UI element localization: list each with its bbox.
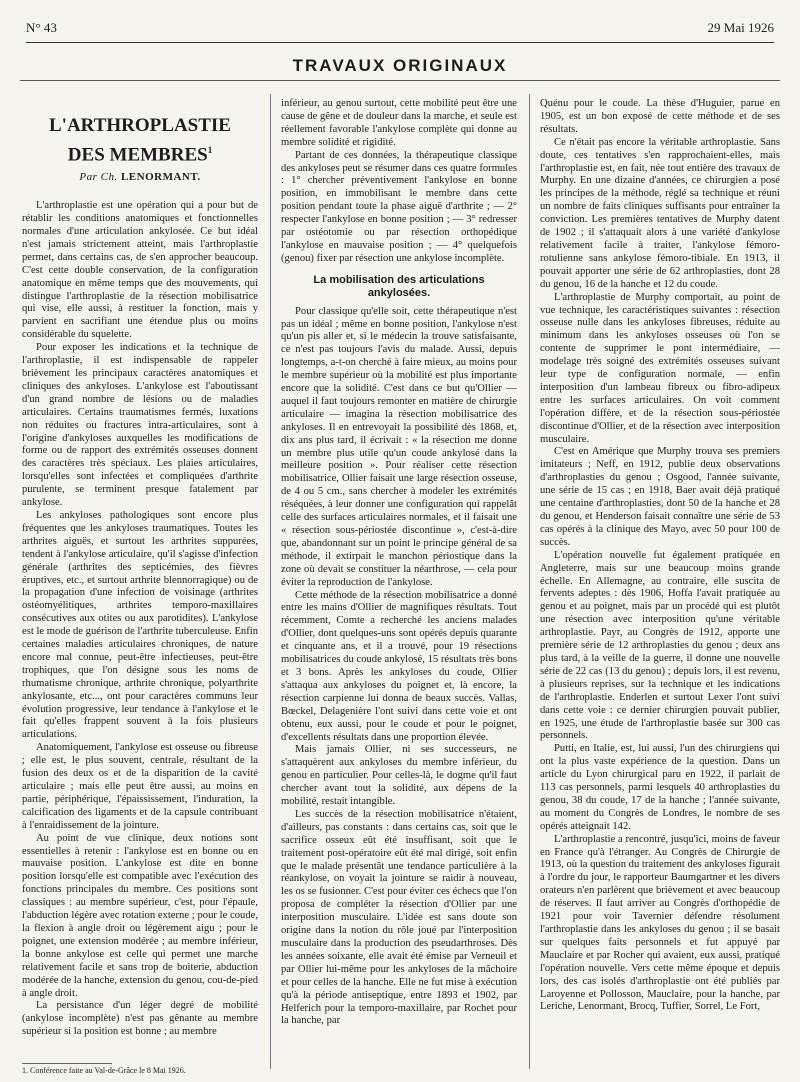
header-rule <box>26 42 774 43</box>
paragraph: Mais jamais Ollier, ni ses successeurs, ne s'attaquèrent aux ankyloses du membre inférieur, du genou en particulier. Pour celles-là, le dogme qu'il faut chercher avant tout la solidité, aux dépens de la mobilité, restait intangible. <box>281 744 517 808</box>
paragraph: Les ankyloses pathologiques sont encore plus fréquentes que les ankyloses traumatiques. Toutes les arthrites aiguës, et surtout les arthrites suppurées, tendent à l'ankylose articulaire, qu'il s'agisse d'infection générale (arthrites des septicémies, des fièvres éruptives, etc., et surtout arthrite blennorragique) ou de la propagation d'une infection de voisinage (arthrites ostéomyélitiques, arthrites temporo-maxillaires consécutives aux otites ou aux parotidites). L'ankylose est le mode de guérison de l'arthrite tuberculeuse. Enfin certaines maladies articulaires chroniques, de nature encore mal connue, peut-être infectieuses, peut-être trophiques, que l'on désigne sous les noms de rhumatisme chronique, arthrite chronique, polyarthrite ankylosante, etc..., ont pour caractères communs leur évolution progressive, leur tendance à l'ankylose et le fait qu'elles frappent souvent à la fois plusieurs articulations. <box>22 509 258 741</box>
footnote-marker: 1 <box>207 145 213 155</box>
paragraph: Les succès de la résection mobilisatrice n'étaient, d'ailleurs, pas constants : dans certains cas, soit que le sacrifice osseux eût été insuffisant, soit que le traitement post-opératoire eût été mal dirigé, soit enfin que le malade présentât une tendance particulière à la réankylose, on voyait la jointure se raidir à nouveau, les os se fusionner. C'est pour éviter ces échecs que l'on proposa de compléter la résection d'Ollier par une interposition musculaire. L'idée est sans doute son origine dans la notion du rôle joué par l'interposition musculaire dans la production des pseudarthroses. Dès les années soixante, elle avait été émise par Verneuil et par Ollier lui-même pour les ankyloses de la mâchoire et pour celles de la hanche. Elle ne fut mise à exécution qu'à la période antiseptique, entre 1893 et 1902, par Helferich pour la temporo-maxillaire, par Rochet pour la hanche, par <box>281 808 517 1027</box>
paragraph: Putti, en Italie, est, lui aussi, l'un des chirurgiens qui ont la plus vaste expérience de la question. Dans un article du Lyon chirurgical paru en 1922, il parlait de 113 cas personnels, parmi lesquels 40 arthroplasties du genou, 38 du coude, 17 de la hanche ; l'année suivante, au moment du Congrès de Londres, le nombre de ses opérés atteignait 142. <box>540 743 780 832</box>
paragraph: Ce n'était pas encore la véritable arthroplastie. Sans doute, ces tentatives s'en rapprochaient-elles, mais l'arthroplastie est, en fait, née tout entière des travaux de Murphy. En une dizaine d'années, ce chirurgien a posé les principes de la méthode, réglé sa technique et réuni un nombre de faits cliniques suffisants pour entraîner la conviction. Les premières tentatives de Murphy datent de 1902 ; il s'attaquait alors à une variété d'ankylose relativement facile à traiter, l'ankylose fémoro-rotulienne sans ankylose fémoro-tibiale. En 1913, il pouvait apporter une série de 62 arthroplasties, dont 28 du genou, 16 de la hanche et 12 du coude. <box>540 136 780 290</box>
paragraph: La persistance d'un léger degré de mobilité (ankylose incomplète) n'est pas gênante au membre supérieur si la position est bonne ; au membre <box>22 1000 258 1038</box>
section-title: TRAVAUX ORIGINAUX <box>292 56 508 75</box>
paragraph: Cette méthode de la résection mobilisatrice a donné entre les mains d'Ollier de magnifiques résultats. Tout récemment, Comte a recherché les anciens malades d'Ollier, dont quelques-uns sont opérés depuis quarante et cinquante ans, et il a trouvé, pour 19 résections mobilisatrices du coude ankylosé, 15 résultats très bons et 3 bons. Après les ankyloses du coude, Ollier s'attaqua aux ankyloses du poignet et, là encore, la résection carpienne lui donna de beaux succès. Vallas, Bœckel, Delagenière l'ont suivi dans cette voie et ont obtenu, eux aussi, pour le coude et pour le poignet, d'excellents résultats dans une proportion élevée. <box>281 589 517 743</box>
paragraph: L'arthroplastie a rencontré, jusqu'ici, moins de faveur en France qu'à l'étranger. Au Congrès de Chirurgie de 1913, où la question du traitement des ankyloses figurait à l'ordre du jour, le rapporteur Baumgartner et les divers orateurs n'en parlèrent que brièvement et avec beaucoup de réserves. Il faut arriver au Congrès d'orthopédie de 1921 pour voir Tavernier défendre résolument l'arthroplastie dans les ankyloses du genou ; il se basait sur quelques faits personnels et fut appuyé par Mauclaire et par Rocher qui avaient, eux aussi, pratiqué l'opération nouvelle. Vers cette même époque et depuis lors, des cas isolés d'arthroplastie ont été publiés par Laroyenne et Pollosson, Mauclaire, pour la hanche, par Leriche, Lenormant, Brocq, Tuffier, Sorrel, Le Fort, <box>540 833 780 1013</box>
paragraph: C'est en Amérique que Murphy trouva ses premiers imitateurs ; Neff, en 1912, publie deux observations d'arthroplasties du genou ; Osgood, l'année suivante, une série de 15 cas ; en 1918, Baer avait déjà pratiqué une centaine d'arthroplasties, dont 50 de la hanche et 28 du genou, et Henderson faisait connaître une série de 53 cas opérés à la clinique des Mayo, avec 50 pour 100 de succès. <box>540 446 780 548</box>
column-divider <box>270 94 271 1069</box>
article-title <box>22 114 258 167</box>
title-line-1: L'ARTHROPLASTIE <box>49 115 231 136</box>
column-2 <box>281 98 517 1064</box>
title-line-2: DES MEMBRES <box>67 144 208 166</box>
paragraph: Anatomiquement, l'ankylose est osseuse ou fibreuse ; elle est, le plus souvent, centrale, résultant de la fusion des deux os et de la disparition de la cavité articulaire ; mais elle peut être aussi, au moins en partie, périphérique, l'épaississement, l'induration, la calcification des ligaments et de la capsule contribuant à l'enraidissement de la jointure. <box>22 742 258 831</box>
paragraph: Pour classique qu'elle soit, cette thérapeutique n'est pas un idéal ; même en bonne position, l'ankylose n'est qu'un pis aller et, si le médecin la trouve satisfaisante, ce n'est pas toujours l'avis du malade. Aussi, depuis longtemps, a-t-on cherché à faire mieux, au moins pour le membre supérieur où la mobilité est plus importante encore que la solidité. C'est dans ce but qu'Ollier — auquel il faut toujours remonter en matière de chirurgie articulaire — imagina la résection mobilisatrice des ankyloses. Il en entrevoyait la possibilité dès 1868, et, dix ans plus tard, il écrivait : « la résection me donne un membre plus utile qu'un coude ankylosé dans la meilleure position ». Pour réaliser cette résection mobilisatrice, Ollier faisait une large résection osseuse, de 4 ou 5 cm., sans chercher à modeler les extrémités réséquées, à leur donner une configuration qui rappelât celle des surfaces articulaires normales, et il faisait une « résection sous-périostée discontinue », c'est-à-dire que, abandonnant sur un point le principe général de sa méthode, il extirpait le manchon périostique dans la zone où devait se constituer la néarthrose, — cela pour éviter la reproduction de l'ankylose. <box>281 305 517 588</box>
issue-date: 29 Mai 1926 <box>707 20 774 35</box>
paragraph: Pour exposer les indications et la technique de l'arthroplastie, il est indispensable de rappeler brièvement les principaux caractères anatomiques et cliniques des ankyloses. L'ankylose est l'aboutissant d'un grand nombre de lésions ou de maladies articulaires. Certains traumatismes fermés, luxations non réduites ou fractures intra-articulaires, sont à l'origine d'ankyloses auxquelles les modifications de forme ou de rapport des extrémités osseuses donnent des caractères très spéciaux. Les plaies articulaires, lorsqu'elles sont infectées et compliquées d'arthrite purulente, se terminent presque fatalement par ankylose. <box>22 342 258 509</box>
subheading: La mobilisation des articulations ankylosées. <box>313 273 485 299</box>
column-3 <box>540 98 780 1064</box>
paragraph: L'arthroplastie de Murphy comportait, au point de vue technique, les caractéristiques suivantes : résection osseuse nulle dans les ankyloses fibreuses, réduite au minimum dans les ankyloses osseuses où l'on se contente de supprimer le pont intermédiaire, — modelage très soigné des extrémités osseuses suivant leur type de configuration normale, — enfin interposition d'un lambeau fibreux ou fibro-adipeux entre les surfaces articulaires. On voit comment l'opération diffère, et de la résection sous-périostée discontinue d'Ollier, et de la résection avec interposition musculaire. <box>540 291 780 445</box>
paragraph: Quénu pour le coude. La thèse d'Huguier, parue en 1905, est un bon exposé de cette méthode et de ses résultats. <box>540 98 780 135</box>
author-name: LENORMANT. <box>120 171 201 184</box>
footnote: 1. Conférence faite au Val-de-Grâce le 8 Mai 1926. <box>22 1066 186 1075</box>
running-header <box>26 20 774 42</box>
article-author <box>22 171 258 184</box>
column-1 <box>22 98 258 1058</box>
paragraph: L'arthroplastie est une opération qui a pour but de rétablir les conditions anatomiques et fonctionnelles normales d'une articulation ankylosée. Ce but idéal n'est jamais strictement atteint, mais l'arthroplastie permet, dans certains cas, de s'en approcher beaucoup. C'est cette double conservation, de la configuration anatomique en même temps que des mouvements, qui distingue l'arthroplastie de la résection mobilisatrice qui vise, elle aussi, à restituer la fonction, mais y parvient en sacrifiant une étendue plus ou moins considérable du squelette. <box>22 200 258 341</box>
issue-number: N° 43 <box>26 20 57 35</box>
column-divider <box>529 94 530 1069</box>
author-prefix: Par Ch. <box>79 171 118 184</box>
paragraph: Partant de ces données, la thérapeutique classique des ankyloses peut se résumer dans ces quatre formules : 1° chercher préventivement l'ankylose en bonne position, en immobilisant le membre dans cette position pendant toute la phase aiguë d'arthrite ; — 2° respecter l'ankylose en bonne position ; — 3° redresser par ostéotomie ou par résection orthopédique l'ankylose en mauvaise position ; — 4° quelquefois (genou) fixer par résection une ankylose incomplète. <box>281 149 517 264</box>
paragraph: inférieur, au genou surtout, cette mobilité peut être une cause de gêne et de douleur dans la marche, et seule est réellement favorable l'ankylose complète qui donne au membre solidité et rigidité. <box>281 98 517 148</box>
paragraph: L'opération nouvelle fut également pratiquée en Angleterre, mais sur une beaucoup moins grande échelle. En Allemagne, au contraire, elle suscita de fervents adeptes : dès 1906, Hoffa l'avait pratiquée au genou et au poignet, mais par un procédé qui est plutôt une résection avec interposition qu'une véritable arthroplastie. Payr, au Congrès de 1912, apporte une première série de 12 arthroplasties du genou ; deux ans plus tard, à la veille de la guerre, il donne une nouvelle série de 22 cas (13 du genou) ; depuis lors, il est revenu, à plusieurs reprises, sur la technique et les indications de l'arthroplastie. Enderlen et surtout Lexer l'ont suivi dans cette voie : ce dernier chirurgien pouvait publier, en 1925, une étude de l'arthroplastie basée sur 300 cas personnels. <box>540 549 780 742</box>
paragraph: Au point de vue clinique, deux notions sont essentielles à retenir : l'ankylose est en bonne ou en mauvaise position. L'ankylose est dite en bonne position lorsqu'elle est compatible avec l'exécution des fonctions principales du membre. Ces positions sont classiques : au membre supérieur, c'est, pour l'épaule, l'abduction légère avec rotation externe ; pour le coude, la flexion à angle droit ou légèrement aigu ; pour le poignet, une extension modérée ; au membre inférieur, la bonne ankylose est celle qui permet une marche relativement facile et sans trop de boiterie, abduction modérée de la hanche, extension du genou, cou-de-pied à angle droit. <box>22 832 258 999</box>
section-rule <box>20 80 780 81</box>
footnote-rule <box>22 1063 112 1064</box>
